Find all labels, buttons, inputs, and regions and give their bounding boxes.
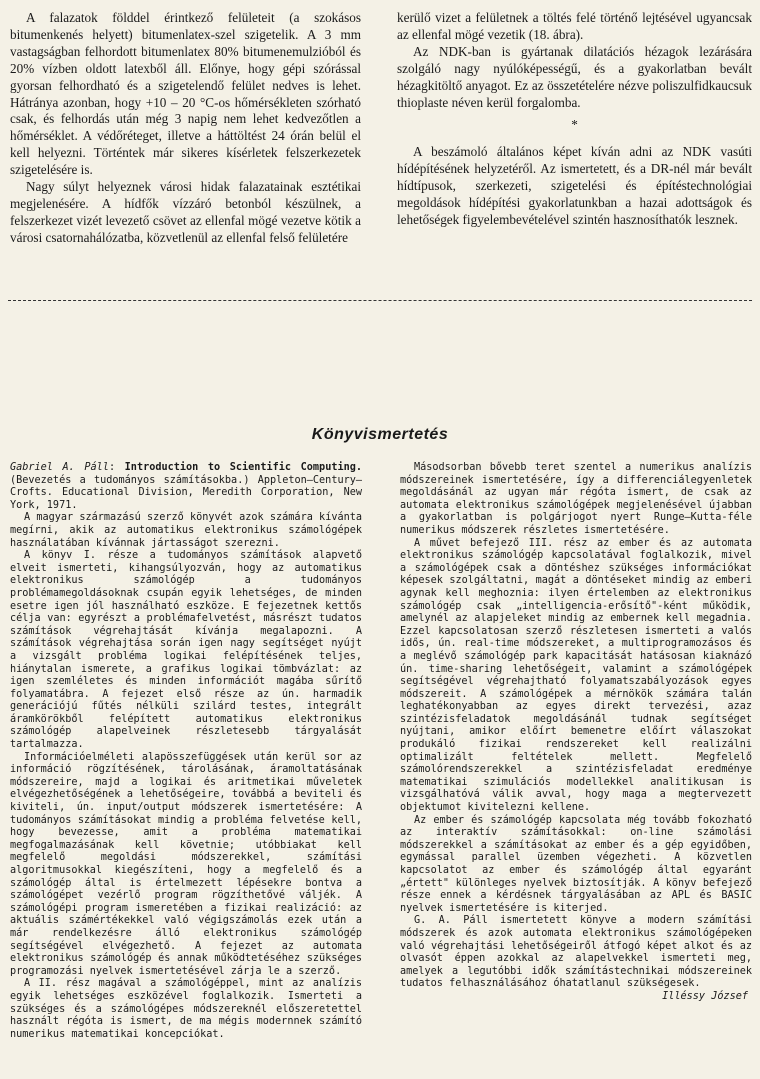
book-title: Introduction to Scientific Computing. [124, 462, 362, 473]
section-divider [8, 300, 752, 301]
article-paragraph: kerülő vizet a felületnek a töltés felé történő lejtésével ugyancsak az ellenfal mögé vezetik (18. ábra). [397, 10, 752, 42]
review-paragraph: A művet befejező III. rész az ember és az automata elektronikus számológép kapcsolatával foglalkozik, mivel a számológépek csak a döntéshez szükséges információkat képesek szolgáltatni, magát a döntéseket mindig az emberi agynak kell meghoznia: ilyen értelemben az elektronikus számológép csak „intelligencia-erősítő"-ként működik, amelynél az alapjeleket mindig az embernek kell megadnia. Ezzel kapcsolatosan szerző részletesen ismerteti a valós idős, ún. real-time módszereket, a multiprogramozásos és a meglévő számológép park kapacitását hatásosan kiaknázó ún. time-sharing lehetőségeit, valamint a számológépek segítségével végrehajtható folyamatszabályozások egyes módszereit. A számológépek a mérnökök számára talán leghatékonyabban az egyes direkt tervezési, azaz szintézisfeladatok megoldásánál tudnak segítséget nyújtani, amikor előírt bemenetre előírt válaszokat produkáló fizikai rendszereket kell realizálni optimalizált feltételek mellett. Megfelelő számolórendszerekkel a szintézisfeladat eredménye matematikai szimulációs modellekkel analitikusan is vizsgálhatóvá válik avval, hogy maga a megtervezett objektumot kivitelezni kellene. [400, 537, 752, 814]
review-paragraph: A II. rész magával a számológéppel, mint az analízis egyik lehetséges eszközével foglalkozik. Ismerteti a szükséges és a számológépes módszereknél előszeretettel használt régóta is ismert, de ma mégis modernnek számító numerikus matematikai koncepciókat. [10, 978, 362, 1040]
separator-asterisk: * [571, 117, 578, 133]
review-right-column [400, 462, 752, 1004]
review-paragraph: A magyar származású szerző könyvét azok számára kívánta megírni, akik az automatikus elektronikus számológépek használatában kívánnak jártasságot szerezni. [10, 512, 362, 549]
reviewer-signature: Illéssy József [662, 990, 748, 1002]
book-author: Gabriel A. Páll [10, 462, 109, 473]
article-left-column [10, 10, 361, 247]
review-paragraph: Az ember és számológép kapcsolata még tovább fokozható az interaktív számításokkal: on-line számolási módszerekkel a számításokat az ember és a gép egyidőben, egymással parallel üzemben végezheti. A közvetlen kapcsolatot az ember és számológép által egyaránt „értett" különleges nyelvek biztosítják. A könyv befejező része ennek a kérdésnek tárgyalásában az APL és BASIC nyelvek ismertetésére is kiterjed. [400, 814, 752, 914]
book-citation: Gabriel A. Páll: Introduction to Scientific Computing. (Bevezetés a tudományos számításokba.) Appleton—Century—Crofts. Educational Division, Meredith Corporation, New York, 1971. [10, 462, 362, 511]
article-paragraph: A beszámoló általános képet kíván adni az NDK vasúti hídépítésének helyzetéről. Az ismertetett, és a DR-nél már bevált hídtípusok, szerkezeti, szigetelési és építéstechnológiai megoldások hídépítési gyakorlatunkban a hazai adottságok és lehetőségek figyelembevételével szintén hasznosíthatók lesznek. [397, 144, 752, 227]
book-details: (Bevezetés a tudományos számításokba.) Appleton—Century—Crofts. Educational Division, Meredith Corporation, New York, 1971. [10, 474, 362, 511]
review-paragraph: A könyv I. része a tudományos számítások alapvető elveit ismerteti, kihangsúlyozván, hogy az automatikus elektronikus számológép a tudományos problémamegoldásoknak csupán egyik lehetséges, de minden esetre igen jól használható eszköze. E fejezetnek kettős célja van: egyrészt a problémafelvetést, másrészt tudatos számítások végrehajtását kívánja megalapozni. A számítások végrehajtása során igen nagy segítséget nyújt a vizsgált probléma logikai felépítésének teljes, hiánytalan ismerete, a grafikus logikai tömbvázlat: az igen szemléletes és minden információt magába sűrítő folyamatábra. A fejezet első része az ún. harmadik generációjú fűtés nélküli szilárd testes, integrált áramkörökből felépített automatikus elektronikus számológép alapelveinek részletesebb tárgyalását tartalmazza. [10, 550, 362, 751]
article-paragraph: Nagy súlyt helyeznek városi hidak falazatainak esztétikai megjelenésére. A hídfők vízzáró betonból készülnek, a felszerkezet vizét levezető csövet az ellenfal mögé vezetve kötik a városi csatornahálózatba, közvetlenül az ellenfal felső felületére [10, 179, 361, 245]
article-right-column [397, 10, 752, 229]
section-title: Könyvismertetés [311, 426, 449, 443]
article-paragraph: Az NDK-ban is gyártanak dilatációs hézagok lezárására szolgáló nagy nyúlóképességű, és a gyakorlatban bevált hézagkitöltő anyagot. Ez az összetételére nézve poliszulfidkaucsuk thioplaste néven kerül forgalomba. [397, 43, 752, 110]
review-paragraph: Másodsorban bővebb teret szentel a numerikus analízis módszereinek ismertetésére, így a differenciálegyenletek megoldásánál az ugyan már régóta ismert, de csak az automata elektronikus számológépek megjelenésével újabban a gyakorlatban is polgárjogot nyert Runge—Kutta-féle numerikus módszerek részletes ismertetésére. [400, 462, 752, 536]
review-paragraph: Információelméleti alapösszefüggések után kerül sor az információ rögzítésének, tárolásának, áramoltatásának módszereire, majd a logikai és aritmetikai műveletek elvégezhetőségének a lehetőségeire, továbbá a beviteli és kiviteli, ún. input/output módszerek ismertetésére: A tudományos számításokat mindig a probléma felvetése kell, hogy bevezesse, amit a probléma matematikai megfogalmazásának kell követnie; utóbbiakat kell megfelelő megoldási módszerekkel, számítási algoritmusokkal kiegészíteni, hogy a megfelelő és a számológép által is értelmezett lépésekre bontva a számológépet vezérlő program rögzíthetővé váljék. A számológépi program ismeretében a fizikai realizáció: az aktuális számértékekkel való végigszámolás ezek után a már rendelkezésre álló elektronikus számológép segítségével elvégezhető. A fejezet az automata elektronikus számológép és annak működtetéséhez szükséges programozási nyelvek ismertetésével zárja le a szerző. [10, 751, 362, 977]
review-paragraph: G. A. Páll ismertetett könyve a modern számítási módszerek és azok automata elektronikus számológépeken való végrehajtási lehetőségeiről átfogó képet alkot és az olvasót éppen azokkal az alapelvekkel ismerteti meg, amelyek a legutóbbi idők számítástechnikai módszereinek tudatos felhasználásához óhatatlanul szükségesek. [400, 915, 752, 990]
article-paragraph: A falazatok földdel érintkező felületeit (a szokásos bitumenkenés helyett) bitumenlatex-szel szigetelik. A 3 mm vastagságban felhordott bitumenlatex 80% bitumenemulzióból és 20% vízben oldott latexből áll. Előnye, hogy gépi szórással gyorsan felhordható és a szigetelendő felület nedves is lehet. Hátránya azonban, hogy +10 – 20 °C-os hőmérsékleten szórható csak, és felhordás után még 3 napig nem lehet kedvezőtlen a hőmérséklet. A védőréteget, illetve a háttöltést 24 órán belül el kell helyezni. Történtek már sikeres kísérletek felszerkezetek szigetelésére is. [10, 10, 361, 178]
review-left-column [10, 462, 362, 1041]
